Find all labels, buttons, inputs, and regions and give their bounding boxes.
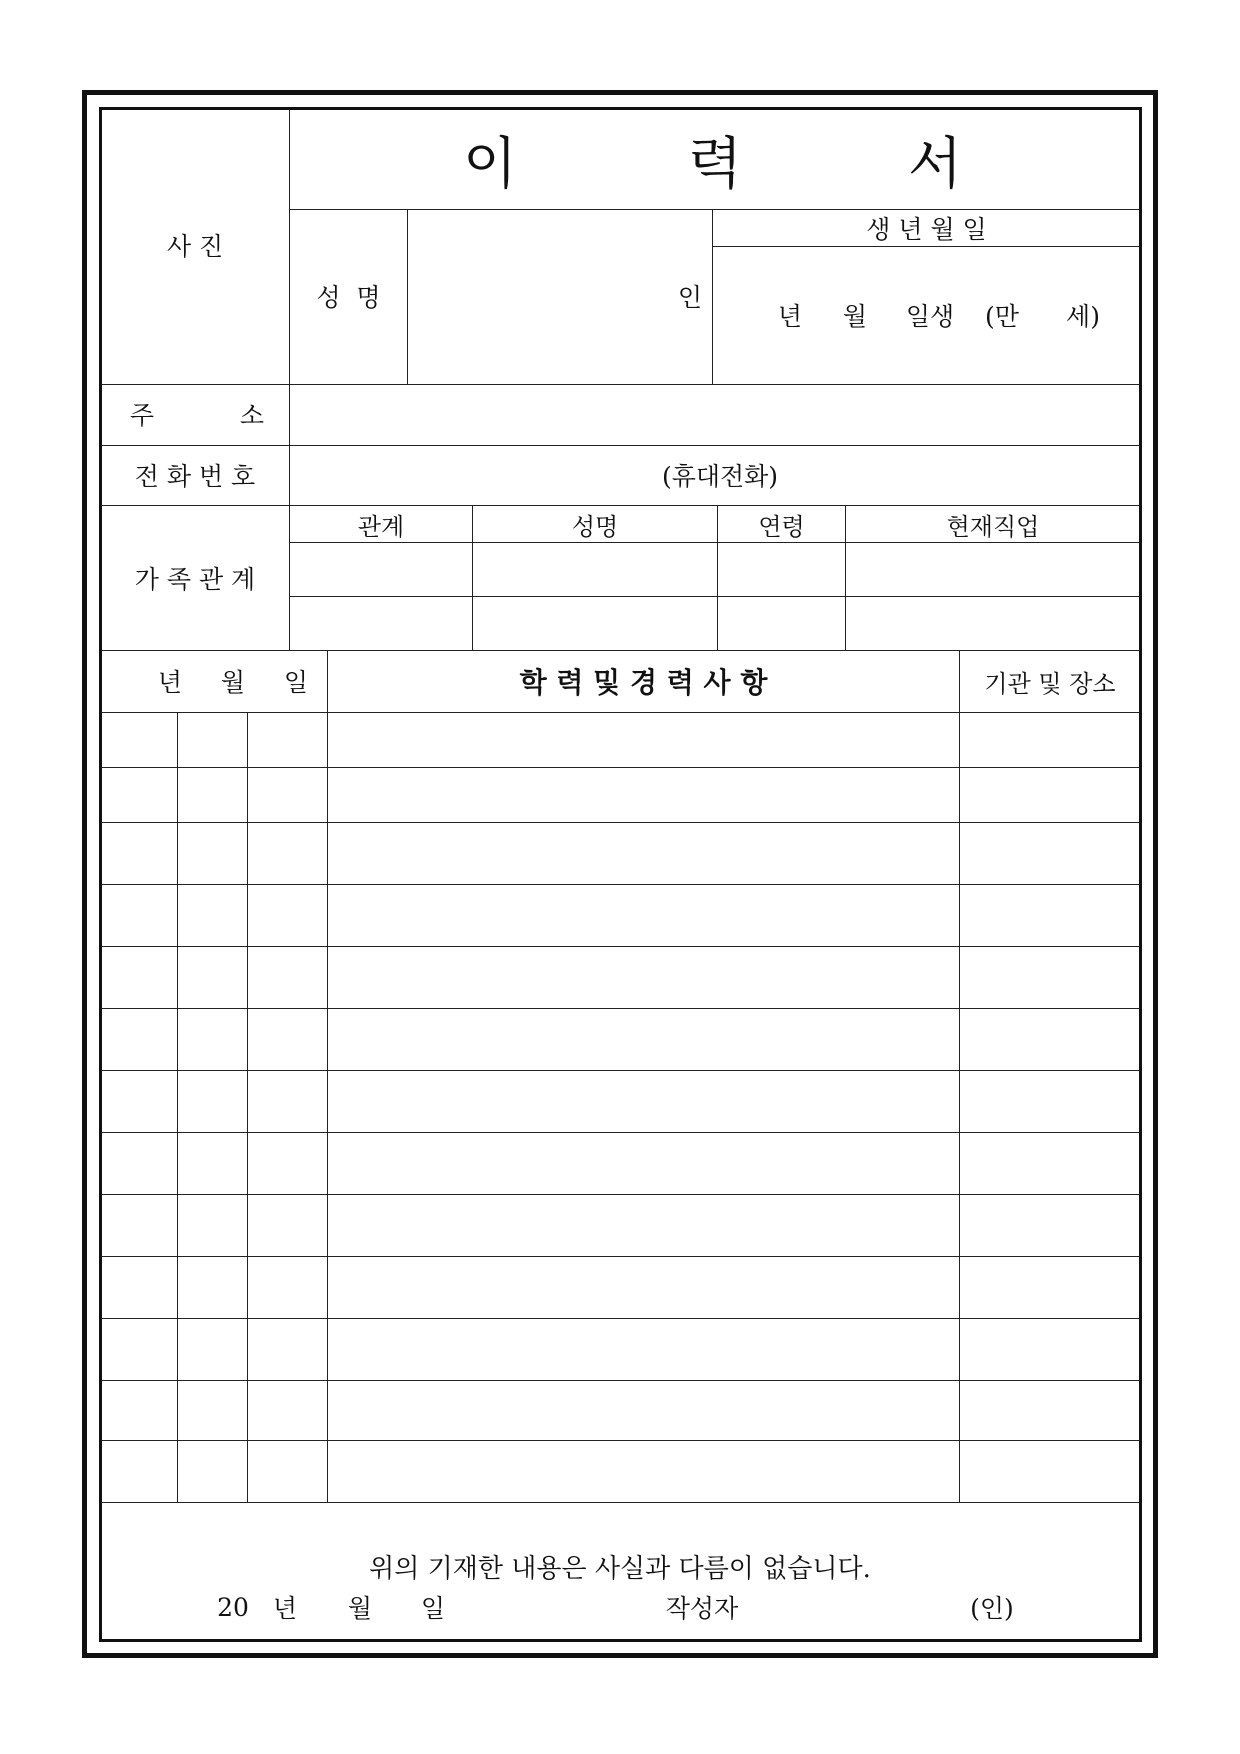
rule-profile-bottom: [101, 384, 1140, 385]
family-header-name: 성명: [571, 512, 619, 541]
rule-history-row: [101, 1194, 1140, 1195]
rule-birth-header: [713, 246, 1140, 247]
title-char: 서: [907, 132, 963, 197]
footer-seal: (인): [970, 1594, 1014, 1623]
rule-history-date: [327, 650, 328, 1502]
birth-day: 일생: [905, 302, 955, 331]
birth-age-open: (만: [985, 302, 1019, 331]
name-label: 성 명: [316, 283, 381, 312]
rule-history-row: [101, 946, 1140, 947]
rule-name-label: [407, 210, 408, 384]
family-header-age: 연령: [758, 512, 805, 541]
birth-month: 월: [842, 302, 868, 331]
rule-family-header: [290, 542, 1140, 543]
address-label: 소: [239, 401, 265, 430]
history-place-header: 기관 및 장소: [984, 669, 1116, 698]
rule-address-bottom: [101, 445, 1140, 446]
history-year: 년: [157, 668, 183, 697]
rule-history-header: [101, 712, 1140, 713]
rule-history-row: [101, 767, 1140, 768]
family-header-relation: 관계: [357, 512, 405, 541]
rule-history-month: [177, 712, 178, 1502]
rule-history-row: [101, 1070, 1140, 1071]
title-char: 력: [687, 132, 743, 197]
title-char: 이: [462, 132, 518, 197]
rule-history-row: [101, 822, 1140, 823]
rule-family-row: [290, 596, 1140, 597]
footer-day: 일: [420, 1594, 446, 1623]
address-label: 주: [129, 401, 155, 430]
rule-history-bottom: [101, 1502, 1140, 1503]
rule-history-row: [101, 1318, 1140, 1319]
footer-year-prefix: 20: [217, 1592, 249, 1622]
photo-label: 사 진: [166, 232, 224, 261]
history-header: 학 력 및 경 력 사 항: [519, 666, 768, 699]
rule-history-row: [101, 1132, 1140, 1133]
rule-label-column: [289, 109, 290, 650]
birth-age-close: 세): [1066, 302, 1100, 331]
rule-history-row: [101, 1380, 1140, 1381]
rule-family-bottom: [101, 650, 1140, 651]
rule-history-row: [101, 1008, 1140, 1009]
rule-history-row: [101, 1256, 1140, 1257]
rule-history-place: [959, 650, 960, 1502]
rule-history-day: [247, 712, 248, 1502]
phone-label: 전 화 번 호: [134, 462, 256, 491]
history-month: 월: [220, 668, 246, 697]
rule-history-row: [101, 1440, 1140, 1441]
name-seal: 인: [677, 283, 703, 312]
form-frame: [99, 107, 1142, 1642]
footer-month: 월: [347, 1594, 373, 1623]
history-day: 일: [283, 668, 309, 697]
mobile-label: (휴대전화): [661, 462, 779, 491]
family-header-job: 현재직업: [946, 512, 1040, 541]
footer-year: 년: [272, 1594, 298, 1623]
family-label: 가 족 관 계: [134, 565, 256, 594]
birth-header: 생 년 월 일: [866, 215, 987, 244]
footer-statement: 위의 기재한 내용은 사실과 다름이 없습니다.: [369, 1553, 871, 1584]
footer-author: 작성자: [665, 1594, 739, 1623]
birth-year: 년: [777, 302, 803, 331]
rule-history-row: [101, 884, 1140, 885]
